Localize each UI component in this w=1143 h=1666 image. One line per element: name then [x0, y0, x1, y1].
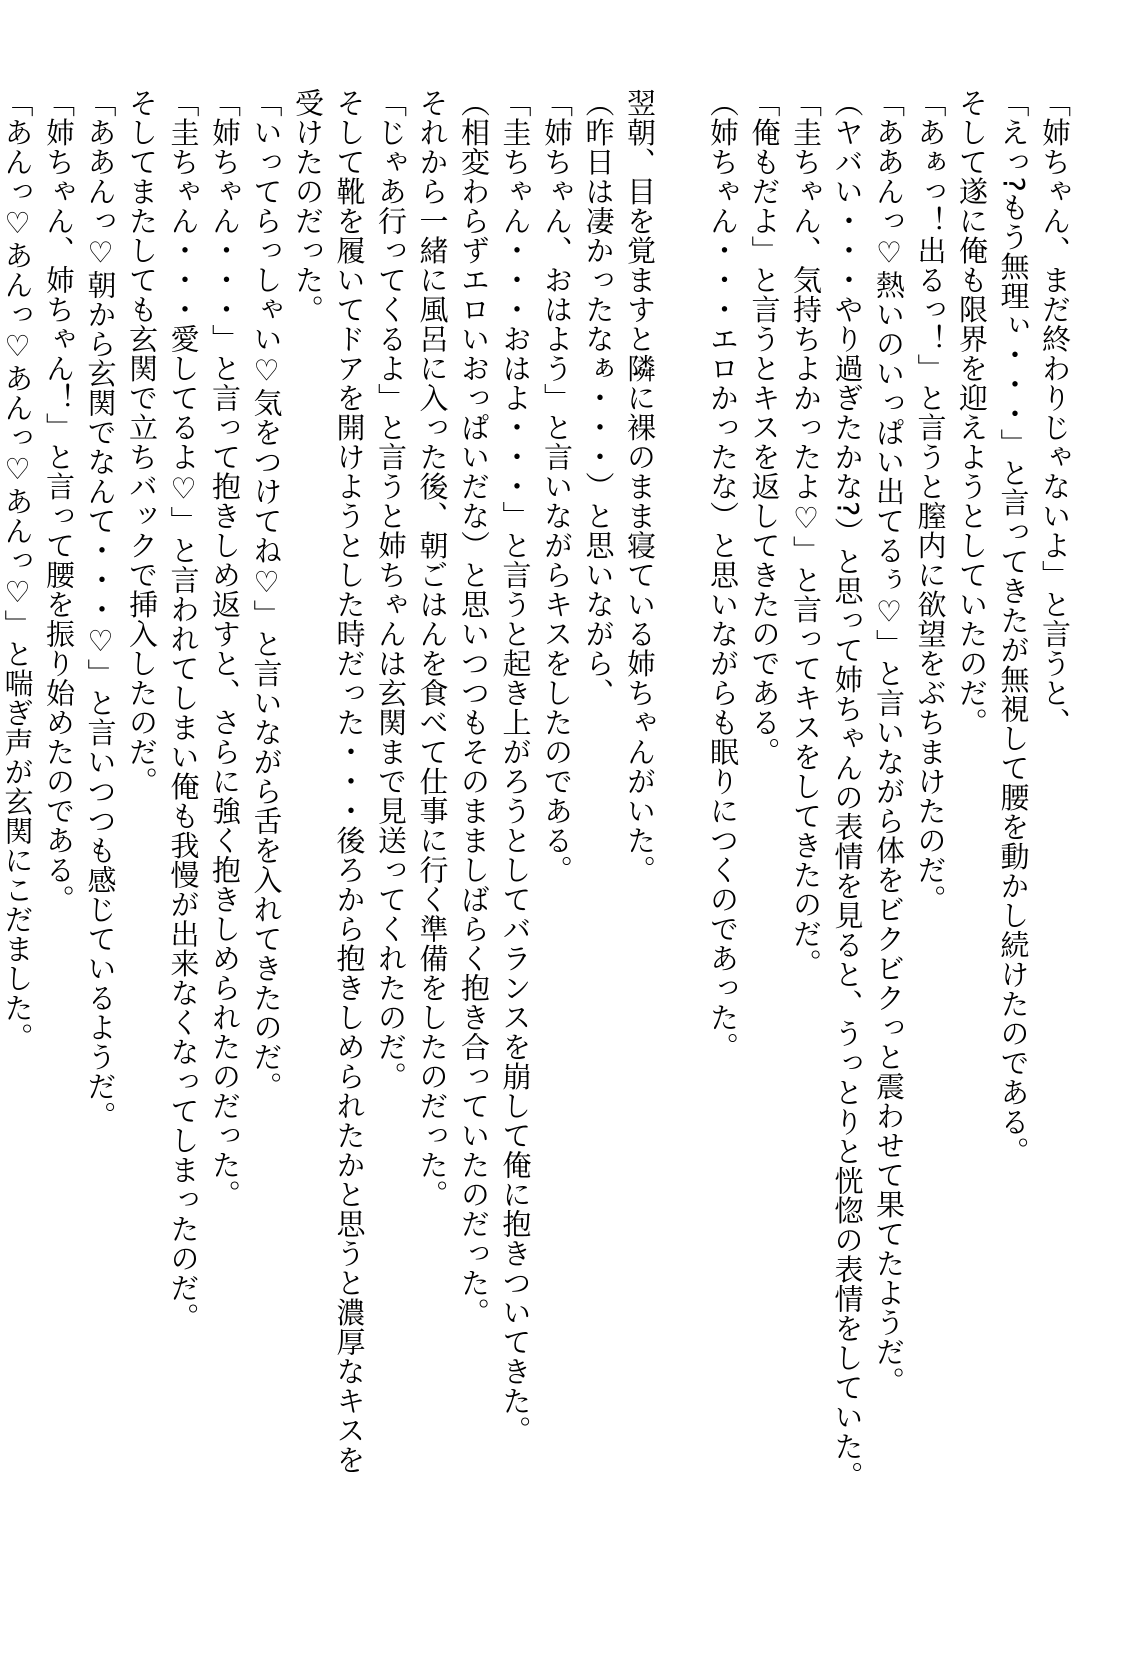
text-line: そしてまたしても玄関で立ちバックで挿入したのだ。 [125, 88, 159, 796]
vertical-text-block [0, 88, 1075, 1648]
text-line: （相変わらずエロいおっぱいだな）と思いつつもそのまましばらく抱き合っていたのだった。 [457, 88, 491, 1327]
text-line: 「俺もだよ」と言うとキスを返してきたのである。 [747, 88, 782, 767]
text-line: そして靴を履いてドアを開けようとした時だった・・・後ろから抱きしめられたかと思うと濃厚なキスを [332, 88, 367, 1475]
text-line: 「ああんっ♡熱いのいっぱい出てるぅ♡」と言いながら体をビクビクっと震わせて果てたようだ。 [872, 88, 906, 1396]
text-line: 翌朝、目を覚ますと隣に裸のまま寝ている姉ちゃんがいた。 [623, 88, 657, 885]
text-line: 「あぁっ！出るっ！」と言うと膣内に欲望をぶちまけたのだ。 [913, 88, 948, 914]
text-line: 受けたのだった。 [291, 88, 325, 324]
text-line: 「姉ちゃん、おはよう」と言いながらキスをしたのである。 [540, 88, 574, 885]
text-line: 「姉ちゃん・・・」と言って抱きしめ返すと、さらに強く抱きしめられたのだった。 [208, 88, 242, 1209]
text-line: そして遂に俺も限界を迎えようとしていたのだ。 [955, 88, 989, 737]
text-line: 「姉ちゃん、姉ちゃん！」と言って腰を振り始めたのである。 [42, 88, 76, 914]
text-line: 「えっ?もう無理ぃ・・・」と言ってきたが無視して腰を動かし続けたのである。 [996, 88, 1031, 1166]
text-line: （姉ちゃん・・・エロかったな）と思いながらも眠りにつくのであった。 [706, 88, 740, 1062]
text-line: 「圭ちゃん、気持ちよかったよ♡」と言ってキスをしてきたのだ。 [789, 88, 823, 978]
text-line: 「じゃあ行ってくるよ」と言うと姉ちゃんは玄関まで見送ってくれたのだ。 [374, 88, 408, 1091]
blank-line [660, 88, 702, 1648]
text-line: それから一緒に風呂に入った後、朝ごはんを食べて仕事に行く準備をしたのだった。 [415, 88, 450, 1209]
text-line: （昨日は凄かったなぁ・・・）と思いながら、 [581, 88, 616, 708]
text-line: 「圭ちゃん・・・おはよ・・・」と言うと起き上がろうとしてバランスを崩して俺に抱きついてきた。 [498, 88, 533, 1445]
text-line: （ヤバい・・・やり過ぎたかな?）と思って姉ちゃんの表情を見ると、うっとりと恍惚の表情をしていた。 [830, 88, 865, 1491]
text-line: 「ああんっ♡朝から玄関でなんて・・・♡」と言いつつも感じているようだ。 [83, 88, 118, 1131]
text-line: 「あんっ♡あんっ♡あんっ♡あんっ♡」と喘ぎ声が玄関にこだました。 [0, 88, 35, 1052]
text-line: 「姉ちゃん、まだ終わりじゃないよ」と言うと、 [1038, 88, 1072, 737]
text-line: 「圭ちゃん・・・愛してるよ♡」と言われてしまい俺も我慢が出来なくなってしまったのだ。 [166, 88, 201, 1332]
text-line: 「いってらっしゃい♡気をつけてね♡」と言いながら舌を入れてきたのだ。 [249, 88, 284, 1101]
